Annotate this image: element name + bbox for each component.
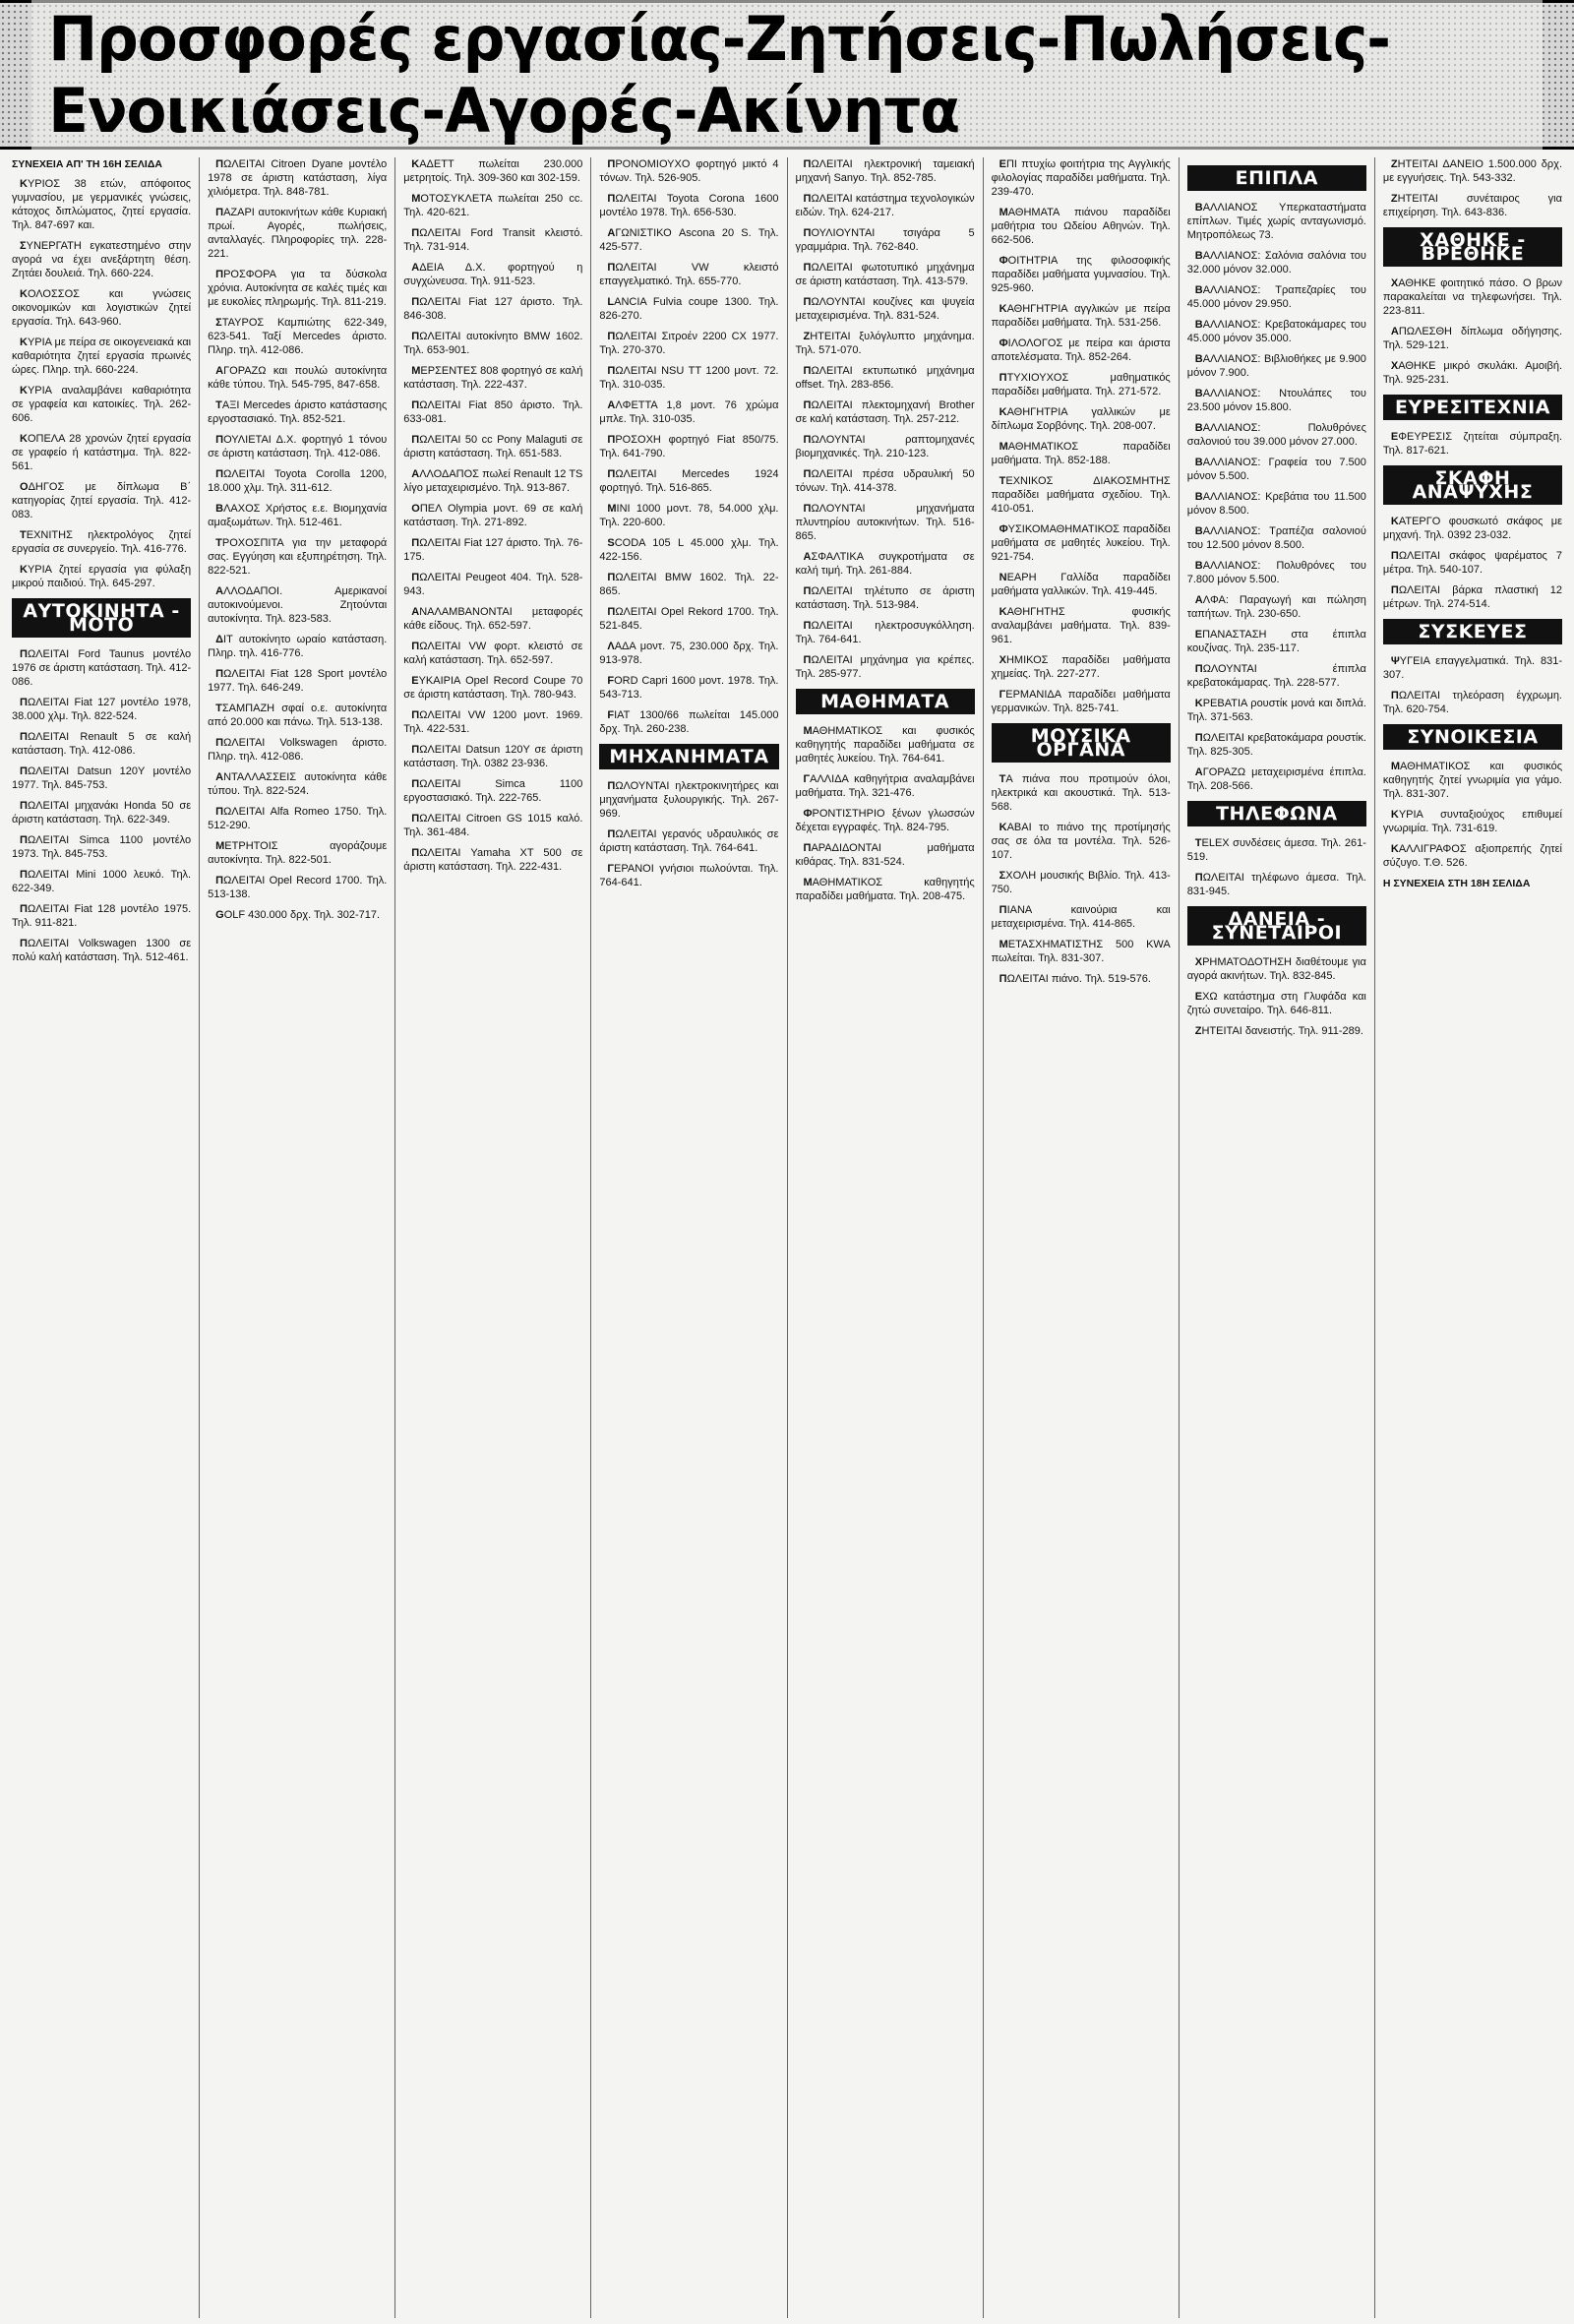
classified-ad: ΜΑΘΗΜΑΤΙΚΟΣ καθηγητής παραδίδει μαθήματα. Τηλ. 208-475.: [795, 877, 975, 902]
classified-ad: ΤΡΟΧΟΣΠΙΤΑ για την μεταφορά σας. Εγγύηση και εξυπηρέτηση. Τηλ. 822-521.: [208, 537, 388, 577]
classified-ad: ΠΩΛΕΙΤΑΙ μηχάνημα για κρέπες. Τηλ. 285-977.: [795, 654, 975, 680]
classified-ad: ΓΕΡΜΑΝΙΔΑ παραδίδει μαθήματα γερμανικών. Τηλ. 825-741.: [991, 689, 1171, 714]
classified-ad: ΠΩΛΕΙΤΑΙ BMW 1602. Τηλ. 22-865.: [599, 572, 779, 597]
classified-ad: ΜΑΘΗΜΑΤΑ πιάνου παραδίδει μαθήτρια του Ωδείου Αθηνών. Τηλ. 662-506.: [991, 207, 1171, 246]
classified-ad: ΕΦΕΥΡΕΣΙΣ ζητείται σύμπραξη. Τηλ. 817-621.: [1382, 431, 1562, 457]
classified-ad: ΠΩΛΕΙΤΑΙ κρεβατοκάμαρα ρουστίκ. Τηλ. 825-305.: [1186, 732, 1366, 758]
column-3: [395, 157, 591, 2318]
classified-ad: ΠΩΛΕΙΤΑΙ NSU TT 1200 μοντ. 72. Τηλ. 310-035.: [599, 365, 779, 391]
section-heading: ΣΚΑΦΗ ΑΝΑΨΥΧΗΣ: [1383, 465, 1562, 505]
column-1: [4, 157, 200, 2318]
classified-ad: ΠΩΛΕΙΤΑΙ Toyota Corona 1600 μοντέλο 1978. Τηλ. 656-530.: [599, 193, 779, 218]
classified-ad: ΒΛΑΧΟΣ Χρήστος ε.ε. Βιομηχανία αμαξωμάτων. Τηλ. 512-461.: [208, 503, 388, 528]
classified-ad: ΨΥΓΕΙΑ επαγγελματικά. Τηλ. 831-307.: [1382, 655, 1562, 681]
section-heading: ΔΑΝΕΙΑ - ΣΥΝΕΤΑΙΡΟΙ: [1187, 906, 1366, 946]
classified-ad: ΚΑΔΕΤΤ πωλείται 230.000 μετρητοίς. Τηλ. 309-360 και 302-159.: [403, 158, 583, 184]
classified-ad: ΜΕΡΣΕΝΤΕΣ 808 φορτηγό σε καλή κατάσταση. Τηλ. 222-437.: [403, 365, 583, 391]
classified-ad: ΧΡΗΜΑΤΟΔΟΤΗΣΗ διαθέτουμε για αγορά ακινήτων. Τηλ. 832-845.: [1186, 956, 1366, 982]
section-heading: ΑΥΤΟΚΙΝΗΤΑ - ΜΟΤΟ: [12, 598, 191, 638]
classified-ad: ΑΓΟΡΑΖΩ και πουλώ αυτοκίνητα κάθε τύπου. Τηλ. 545-795, 847-658.: [208, 365, 388, 391]
classified-ad: ΠΩΛΕΙΤΑΙ πλεκτομηχανή Brother σε καλή κατάσταση. Τηλ. 257-212.: [795, 399, 975, 425]
classified-ad: ΠΩΛΕΙΤΑΙ 50 cc Pony Malaguti σε άριστη κατάσταση. Τηλ. 651-583.: [403, 434, 583, 459]
classified-ad: ΠΩΛΕΙΤΑΙ Citroen Dyane μοντέλο 1978 σε άριστη κατάσταση, λίγα χιλιόμετρα. Τηλ. 848-781.: [208, 158, 388, 198]
classified-ad: ΣΤΑΥΡΟΣ Καμπιώτης 622-349, 623-541. Ταξί Mercedes άριστο. Πληρ. τηλ. 412-086.: [208, 317, 388, 356]
classified-ad: ΖΗΤΕΙΤΑΙ ΔΑΝΕΙΟ 1.500.000 δρχ. με εγγυήσεις. Τηλ. 543-332.: [1382, 158, 1562, 184]
classified-ad: ΠΩΛΟΥΝΤΑΙ ηλεκτροκινητήρες και μηχανήματα ξυλουργικής. Τηλ. 267-969.: [599, 780, 779, 820]
classified-ad: ΝΕΑΡΗ Γαλλίδα παραδίδει μαθήματα γαλλικών. Τηλ. 419-445.: [991, 572, 1171, 597]
classifieds-banner: [0, 0, 1574, 150]
classified-ad: ΜΑΘΗΜΑΤΙΚΟΣ παραδίδει μαθήματα. Τηλ. 852-188.: [991, 441, 1171, 466]
classified-ad: ΑΛΛΟΔΑΠΟΣ πωλεί Renault 12 TS λίγο μεταχειρισμένο. Τηλ. 913-867.: [403, 468, 583, 494]
classified-ad: ΖΗΤΕΙΤΑΙ ξυλόγλυπτο μηχάνημα. Τηλ. 571-070.: [795, 331, 975, 356]
classified-ad: ΑΓΟΡΑΖΩ μεταχειρισμένα έπιπλα. Τηλ. 208-566.: [1186, 766, 1366, 792]
section-heading: ΣΥΝΟΙΚΕΣΙΑ: [1383, 724, 1562, 750]
classified-ad: ΚΟΠΕΛΑ 28 χρονών ζητεί εργασία σε γραφείο ή κατάστημα. Τηλ. 822-561.: [12, 433, 192, 472]
classified-ad: ΚΥΡΙΟΣ 38 ετών, απόφοιτος γυμνασίου, με γερμανικές γνώσεις, κάτοχος διπλώματος, ζητεί εργασία. Τηλ. 847-697 και.: [12, 178, 192, 231]
classified-ad: ΒΑΛΛΙΑΝΟΣ: Βιβλιοθήκες με 9.900 μόνον 7.900.: [1186, 353, 1366, 379]
classified-ad: ΚΑΒΑΙ το πιάνο της προτίμησής σας σε όλα τα μοντέλα. Τηλ. 526-107.: [991, 822, 1171, 861]
classified-ad: ΑΝΤΑΛΛΑΣΣΕΙΣ αυτοκίνητα κάθε τύπου. Τηλ. 822-524.: [208, 771, 388, 797]
classified-ad: ΠΩΛΕΙΤΑΙ πιάνο. Τηλ. 519-576.: [999, 973, 1151, 985]
classified-ad: ΠΩΛΕΙΤΑΙ ηλεκτρονική ταμειακή μηχανή Sanyo. Τηλ. 852-785.: [795, 158, 975, 184]
classified-ad: ΠΩΛΟΥΝΤΑΙ μηχανήματα πλυντηρίου αυτοκινήτων. Τηλ. 516-865.: [795, 503, 975, 542]
classified-ad: ΧΗΜΙΚΟΣ παραδίδει μαθήματα χημείας. Τηλ. 227-277.: [991, 654, 1171, 680]
classified-ad: ΚΑΤΕΡΓΟ φουσκωτό σκάφος με μηχανή. Τηλ. 0392 23-032.: [1382, 516, 1562, 541]
classified-ad: ΒΑΛΛΙΑΝΟΣ: Ντουλάπες του 23.500 μόνον 15.800.: [1186, 388, 1366, 413]
classified-ad: ΑΝΑΛΑΜΒΑΝΟΝΤΑΙ μεταφορές κάθε είδους. Τηλ. 652-597.: [403, 606, 583, 632]
classified-ad: ΚΑΘΗΓΗΤΗΣ φυσικής αναλαμβάνει μαθήματα. Τηλ. 839-961.: [991, 606, 1171, 645]
classified-ad: ΕΥΚΑΙΡΙΑ Opel Record Coupe 70 σε άριστη κατάσταση. Τηλ. 780-943.: [403, 675, 583, 701]
classified-ad: ΒΑΛΛΙΑΝΟΣ: Τραπέζια σαλονιού του 12.500 μόνον 8.500.: [1186, 525, 1366, 551]
classified-ad: ΠΡΟΣΦΟΡΑ για τα δύσκολα χρόνια. Αυτοκίνητα σε καλές τιμές και με ευκολίες πληρωμής. Τηλ. 811-219.: [208, 269, 388, 308]
classified-ad: LANCIA Fulvia coupe 1300. Τηλ. 826-270.: [599, 296, 779, 322]
classified-ad: ΠΩΛΕΙΤΑΙ Datsun 120Υ μοντέλο 1977. Τηλ. 845-753.: [12, 765, 192, 791]
classified-ad: ΧΑΘΗΚΕ φοιτητικό πάσο. Ο βρων παρακαλείται να τηλεφωνήσει. Τηλ. 223-811.: [1382, 277, 1562, 317]
classified-ad: ΑΛΦΕΤΤΑ 1,8 μοντ. 76 χρώμα μπλε. Τηλ. 310-035.: [599, 399, 779, 425]
classified-ad: ΒΑΛΛΙΑΝΟΣ: Πολυθρόνες του 7.800 μόνον 5.500.: [1186, 560, 1366, 585]
classified-ad: ΖΗΤΕΙΤΑΙ δανειστής. Τηλ. 911-289.: [1194, 1025, 1363, 1037]
classified-ad: ΠΩΛΕΙΤΑΙ Mini 1000 λευκό. Τηλ. 622-349.: [12, 869, 192, 894]
classified-ad: ΠΩΛΕΙΤΑΙ αυτοκίνητο BMW 1602. Τηλ. 653-901.: [403, 331, 583, 356]
classified-ad: ΠΩΛΕΙΤΑΙ Renault 5 σε καλή κατάσταση. Τηλ. 412-086.: [12, 731, 192, 757]
classified-ad: ΟΠΕΛ Olympia μοντ. 69 σε καλή κατάσταση. Τηλ. 271-892.: [403, 503, 583, 528]
section-heading: ΤΗΛΕΦΩΝΑ: [1187, 801, 1366, 826]
classified-ad: ΒΑΛΛΙΑΝΟΣ: Πολυθρόνες σαλονιού του 39.000 μόνον 27.000.: [1186, 422, 1366, 448]
classified-ad: ΠΩΛΕΙΤΑΙ Toyota Corolla 1200, 18.000 χλμ. Τηλ. 311-612.: [208, 468, 388, 494]
classified-ad: ΒΑΛΛΙΑΝΟΣ: Γραφεία του 7.500 μόνον 5.500.: [1186, 457, 1366, 482]
classified-ad: ΦΟΙΤΗΤΡΙΑ της φιλοσοφικής παραδίδει μαθήματα γυμνασίου. Τηλ. 925-960.: [991, 255, 1171, 294]
classified-ad: ΒΑΛΛΙΑΝΟΣ: Σαλόνια σαλόνια του 32.000 μόνον 32.000.: [1186, 250, 1366, 275]
classified-ad: ΠΩΛΕΙΤΑΙ VW κλειστό επαγγελματικό. Τηλ. 655-770.: [599, 262, 779, 287]
classified-ad: ΚΥΡΙΑ συνταξιούχος επιθυμεί γνωριμία. Τηλ. 731-619.: [1382, 809, 1562, 834]
classified-ad: ΠΑΖΑΡΙ αυτοκινήτων κάθε Κυριακή πρωί. Αγορές, πωλήσεις, ανταλλαγές. Πληροφορίες τηλ. 228-221.: [208, 207, 388, 260]
classified-ad: ΚΑΘΗΓΗΤΡΙΑ αγγλικών με πείρα παραδίδει μαθήματα. Τηλ. 531-256.: [991, 303, 1171, 329]
section-heading: ΜΑΘΗΜΑΤΑ: [796, 689, 975, 714]
classified-ad: ΚΟΛΟΣΣΟΣ και γνώσεις οικονομικών και λογιστικών ζητεί εργασία. Τηλ. 643-960.: [12, 288, 192, 328]
section-heading: ΧΑΘΗΚΕ - ΒΡΕΘΗΚΕ: [1383, 227, 1562, 267]
classified-ad: ΠΩΛΕΙΤΑΙ Ford Transit κλειστό. Τηλ. 731-914.: [403, 227, 583, 253]
classified-ad: ΠΟΥΛΙΟΥΝΤΑΙ τσιγάρα 5 γραμμάρια. Τηλ. 762-840.: [795, 227, 975, 253]
classified-ad: ΠΡΟΝΟΜΙΟΥΧΟ φορτηγό μικτό 4 τόνων. Τηλ. 526-905.: [599, 158, 779, 184]
section-heading: ΕΥΡΕΣΙΤΕΧΝΙΑ: [1383, 395, 1562, 420]
classified-ad: ΒΑΛΛΙΑΝΟΣ: Κρεβατοκάμαρες του 45.000 μόνον 35.000.: [1186, 319, 1366, 344]
classified-ad: ΠΩΛΕΙΤΑΙ Σιτροέν 2200 CX 1977. Τηλ. 270-370.: [599, 331, 779, 356]
classified-ad: ΚΥΡΙΑ με πείρα σε οικογενειακά και καθαριότητα ζητεί εργασία πρωινές ώρες. Πληρ. τηλ. 660-224.: [12, 336, 192, 376]
classified-ad: ΤΑ πιάνα που προτιμούν όλοι, ηλεκτρικά και ακουστικά. Τηλ. 513-568.: [991, 773, 1171, 813]
classified-ad: ΧΑΘΗΚΕ μικρό σκυλάκι. Αμοιβή. Τηλ. 925-231.: [1382, 360, 1562, 386]
classified-ad: ΒΑΛΛΙΑΝΟΣ: Τραπεζαρίες του 45.000 μόνον 29.950.: [1186, 284, 1366, 310]
continuation-note: Η ΣΥΝΕΧΕΙΑ ΣΤΗ 18Η ΣΕΛΙΔΑ: [1382, 878, 1531, 889]
classified-ad: ΠΩΛΕΙΤΑΙ πρέσα υδραυλική 50 τόνων. Τηλ. 414-378.: [795, 468, 975, 494]
classified-ad: ΠΩΛΕΙΤΑΙ Fiat 128 Sport μοντέλο 1977. Τηλ. 646-249.: [208, 668, 388, 694]
classified-ad: ΚΡΕΒΑΤΙΑ ρουστίκ μονά και διπλά. Τηλ. 371-563.: [1186, 698, 1366, 723]
classified-ad: ΠΩΛΕΙΤΑΙ Fiat 127 άριστο. Τηλ. 76-175.: [403, 537, 583, 563]
classified-ad: ΠΩΛΕΙΤΑΙ Fiat 127 μοντέλο 1978, 38.000 χλμ. Τηλ. 822-524.: [12, 697, 192, 722]
classified-ad: ΠΩΛΕΙΤΑΙ τηλεόραση έγχρωμη. Τηλ. 620-754.: [1382, 690, 1562, 715]
column-8: [1375, 157, 1570, 2318]
classified-ad: ΜΑΘΗΜΑΤΙΚΟΣ και φυσικός καθηγητής ζητεί γνωριμία για γάμο. Τηλ. 831-307.: [1382, 761, 1562, 800]
classified-ad: ΠΤΥΧΙΟΥΧΟΣ μαθηματικός παραδίδει μαθήματα. Τηλ. 271-572.: [991, 372, 1171, 398]
classified-columns: [4, 157, 1570, 2318]
classified-ad: ΦΡΟΝΤΙΣΤΗΡΙΟ ξένων γλωσσών δέχεται εγγραφές. Τηλ. 824-795.: [795, 808, 975, 833]
classified-ad: ΠΩΛΕΙΤΑΙ ηλεκτροσυγκόλληση. Τηλ. 764-641.: [795, 620, 975, 645]
column-4: [591, 157, 787, 2318]
classified-ad: ΠΩΛΕΙΤΑΙ Yamaha ΧΤ 500 σε άριστη κατάσταση. Τηλ. 222-431.: [403, 847, 583, 873]
classified-ad: ΚΥΡΙΑ ζητεί εργασία για φύλαξη μικρού παιδιού. Τηλ. 645-297.: [12, 564, 192, 589]
classified-ad: ΠΩΛΕΙΤΑΙ τηλέφωνο άμεσα. Τηλ. 831-945.: [1186, 872, 1366, 897]
classified-ad: ΠΩΛΕΙΤΑΙ VW φορτ. κλειστό σε καλή κατάσταση. Τηλ. 652-597.: [403, 641, 583, 666]
classified-ad: ΠΩΛΟΥΝΤΑΙ έπιπλα κρεβατοκάμαρας. Τηλ. 228-577.: [1186, 663, 1366, 689]
classified-ad: ΠΑΡΑΔΙΔΟΝΤΑΙ μαθήματα κιθάρας. Τηλ. 831-524.: [795, 842, 975, 868]
section-heading: ΜΟΥΣΙΚΑ ΟΡΓΑΝΑ: [992, 723, 1171, 763]
classified-ad: ΕΠΑΝΑΣΤΑΣΗ στα έπιπλα κουζίνας. Τηλ. 235-117.: [1186, 629, 1366, 654]
classified-ad: ΕΠΙ πτυχίω φοιτήτρια της Αγγλικής φιλολογίας παραδίδει μαθήματα. Τηλ. 239-470.: [991, 158, 1171, 198]
section-heading: ΕΠΙΠΛΑ: [1187, 165, 1366, 191]
continuation-note: ΣΥΝΕΧΕΙΑ ΑΠ' ΤΗ 16Η ΣΕΛΙΔΑ: [12, 158, 162, 170]
classified-ad: ΕΧΩ κατάστημα στη Γλυφάδα και ζητώ συνεταίρο. Τηλ. 646-811.: [1186, 991, 1366, 1016]
banner-title: Προσφορές εργασίας-Ζητήσεις-Πωλήσεις-Ενοικιάσεις-Αγορές-Ακίνητα: [31, 0, 1543, 151]
classified-ad: ΚΥΡΙΑ αναλαμβάνει καθαριότητα σε γραφεία και κατοικίες. Τηλ. 262-606.: [12, 385, 192, 424]
classified-ad: ΠΩΛΕΙΤΑΙ Citroen GS 1015 καλό. Τηλ. 361-484.: [403, 813, 583, 838]
classified-ad: MINI 1000 μοντ. 78, 54.000 χλμ. Τηλ. 220-600.: [599, 503, 779, 528]
classified-ad: ΠΩΛΕΙΤΑΙ βάρκα πλαστική 12 μέτρων. Τηλ. 274-514.: [1382, 584, 1562, 610]
classified-ad: ΠΩΛΕΙΤΑΙ Alfa Romeo 1750. Τηλ. 512-290.: [208, 806, 388, 831]
classified-ad: ΤΣΑΜΠΑΖΗ σφαί ο.ε. αυτοκίνητα από 20.000 και πάνω. Τηλ. 513-138.: [208, 703, 388, 728]
classified-ad: ΦΥΣΙΚΟΜΑΘΗΜΑΤΙΚΟΣ παραδίδει μαθήματα σε μαθητές λυκείου. Τηλ. 921-754.: [991, 523, 1171, 563]
classified-ad: ΒΑΛΛΙΑΝΟΣ: Κρεβάτια του 11.500 μόνον 8.500.: [1186, 491, 1366, 517]
classified-ad: ΣΥΝΕΡΓΑΤΗ εγκατεστημένο στην αγορά να έχει ανεξάρτητη θέση. Ζητάει δουλειά. Τηλ. 660-224.: [12, 240, 192, 279]
classified-ad: ΠΩΛΕΙΤΑΙ Peugeot 404. Τηλ. 528-943.: [403, 572, 583, 597]
classified-ad: ΓΕΡΑΝΟΙ γνήσιοι πωλούνται. Τηλ. 764-641.: [599, 863, 779, 888]
classified-ad: TELEX συνδέσεις άμεσα. Τηλ. 261-519.: [1186, 837, 1366, 863]
column-7: [1180, 157, 1375, 2318]
section-heading: ΣΥΣΚΕΥΕΣ: [1383, 619, 1562, 644]
classified-ad: FIAT 1300/66 πωλείται 145.000 δρχ. Τηλ. 260-238.: [599, 709, 779, 735]
column-6: [984, 157, 1180, 2318]
section-heading: ΜΗΧΑΝΗΜΑΤΑ: [599, 744, 778, 769]
classified-ad: ΠΩΛΕΙΤΑΙ Fiat 128 μοντέλο 1975. Τηλ. 911-821.: [12, 903, 192, 929]
classified-ad: ΠΩΛΕΙΤΑΙ Volkswagen 1300 σε πολύ καλή κατάσταση. Τηλ. 512-461.: [12, 938, 192, 963]
classified-ad: ΠΩΛΕΙΤΑΙ Fiat 127 άριστο. Τηλ. 846-308.: [403, 296, 583, 322]
classified-ad: ΠΩΛΕΙΤΑΙ Opel Record 1700. Τηλ. 513-138.: [208, 875, 388, 900]
classified-ad: ΔΙΤ αυτοκίνητο ωραίο κατάσταση. Πληρ. τηλ. 416-776.: [208, 634, 388, 659]
classified-ad: ΠΟΥΛΙΕΤΑΙ Δ.Χ. φορτηγό 1 τόνου σε άριστη κατάσταση. Τηλ. 412-086.: [208, 434, 388, 459]
classified-ad: ΑΠΩΛΕΣΘΗ δίπλωμα οδήγησης. Τηλ. 529-121.: [1382, 326, 1562, 351]
classified-ad: ΠΩΛΕΙΤΑΙ γερανός υδραυλικός σε άριστη κατάσταση. Τηλ. 764-641.: [599, 828, 779, 854]
classified-ad: ΜΕΤΡΗΤΟΙΣ αγοράζουμε αυτοκίνητα. Τηλ. 822-501.: [208, 840, 388, 866]
classified-ad: ΖΗΤΕΙΤΑΙ συνέταιρος για επιχείρηση. Τηλ. 643-836.: [1382, 193, 1562, 218]
classified-ad: ΠΩΛΕΙΤΑΙ Simca 1100 εργοστασιακό. Τηλ. 222-765.: [403, 778, 583, 804]
classified-ad: ΑΓΩΝΙΣΤΙΚΟ Ascona 20 S. Τηλ. 425-577.: [599, 227, 779, 253]
classified-ad: ΠΩΛΕΙΤΑΙ τηλέτυπο σε άριστη κατάσταση. Τηλ. 513-984.: [795, 585, 975, 611]
classified-ad: ΠΩΛΕΙΤΑΙ κατάστημα τεχνολογικών ειδών. Τηλ. 624-217.: [795, 193, 975, 218]
classified-ad: ΠΩΛΕΙΤΑΙ Opel Rekord 1700. Τηλ. 521-845.: [599, 606, 779, 632]
classified-ad: ΠΩΛΕΙΤΑΙ εκτυπωτικό μηχάνημα offset. Τηλ. 283-856.: [795, 365, 975, 391]
classified-ad: ΜΑΘΗΜΑΤΙΚΟΣ και φυσικός καθηγητής παραδίδει μαθήματα σε μαθητές λυκείου. Τηλ. 764-641.: [795, 725, 975, 764]
classified-ad: ΠΩΛΕΙΤΑΙ Ford Taunus μοντέλο 1976 σε άριστη κατάσταση. Τηλ. 412-086.: [12, 648, 192, 688]
classified-ad: ΠΩΛΟΥΝΤΑΙ ραπτομηχανές βιομηχανικές. Τηλ. 210-123.: [795, 434, 975, 459]
classified-ad: ΠΩΛΕΙΤΑΙ σκάφος ψαρέματος 7 μέτρα. Τηλ. 540-107.: [1382, 550, 1562, 576]
classified-ad: ΠΩΛΕΙΤΑΙ Volkswagen άριστο. Πληρ. τηλ. 412-086.: [208, 737, 388, 763]
classified-ad: GOLF 430.000 δρχ. Τηλ. 302-717.: [215, 909, 381, 921]
column-2: [200, 157, 395, 2318]
classified-ad: ΠΩΛΟΥΝΤΑΙ κουζίνες και ψυγεία μεταχειρισμένα. Τηλ. 831-524.: [795, 296, 975, 322]
classified-ad: ΠΩΛΕΙΤΑΙ Datsun 120Υ σε άριστη κατάσταση. Τηλ. 0382 23-936.: [403, 744, 583, 769]
classified-ad: ΛΑΔΑ μοντ. 75, 230.000 δρχ. Τηλ. 913-978.: [599, 641, 779, 666]
classified-ad: ΚΑΛΛΙΓΡΑΦΟΣ αξιοπρεπής ζητεί σύζυγο. Τ.Θ. 526.: [1382, 843, 1562, 869]
classified-ad: FORD Capri 1600 μοντ. 1978. Τηλ. 543-713.: [599, 675, 779, 701]
classified-ad: ΑΣΦΑΛΤΙΚΑ συγκροτήματα σε καλή τιμή. Τηλ. 261-884.: [795, 551, 975, 577]
classified-ad: ΦΙΛΟΛΟΓΟΣ με πείρα και άριστα αποτελέσματα. Τηλ. 852-264.: [991, 337, 1171, 363]
classified-ad: ΟΔΗΓΟΣ με δίπλωμα Β΄ κατηγορίας ζητεί εργασία. Τηλ. 412-083.: [12, 481, 192, 520]
classified-ad: SCODA 105 L 45.000 χλμ. Τηλ. 422-156.: [599, 537, 779, 563]
classified-ad: ΒΑΛΛΙΑΝΟΣ Υπερκαταστήματα επίπλων. Τιμές χωρίς ανταγωνισμό. Μητροπόλεως 73.: [1186, 202, 1366, 241]
classified-ad: ΠΩΛΕΙΤΑΙ Fiat 850 άριστο. Τηλ. 633-081.: [403, 399, 583, 425]
classified-ad: ΤΕΧΝΙΚΟΣ ΔΙΑΚΟΣΜΗΤΗΣ παραδίδει μαθήματα σχεδίου. Τηλ. 410-051.: [991, 475, 1171, 515]
classified-ad: ΑΛΦΑ: Παραγωγή και πώληση ταπήτων. Τηλ. 230-650.: [1186, 594, 1366, 620]
classified-ad: ΠΩΛΕΙΤΑΙ μηχανάκι Honda 50 σε άριστη κατάσταση. Τηλ. 622-349.: [12, 800, 192, 826]
classified-ad: ΜΟΤΟΣΥΚΛΕΤΑ πωλείται 250 cc. Τηλ. 420-621.: [403, 193, 583, 218]
classified-ad: ΑΛΛΟΔΑΠΟΙ. Αμερικανοί αυτοκινούμενοι. Ζητούνται αυτοκίνητα. Τηλ. 823-583.: [208, 585, 388, 625]
column-5: [788, 157, 984, 2318]
classified-ad: ΤΑΞΙ Mercedes άριστο κατάστασης εργοστασιακό. Τηλ. 852-521.: [208, 399, 388, 425]
classified-ad: ΚΑΘΗΓΗΤΡΙΑ γαλλικών με δίπλωμα Σορβόνης. Τηλ. 208-007.: [991, 406, 1171, 432]
classified-ad: ΠΙΑΝΑ καινούρια και μεταχειρισμένα. Τηλ. 414-865.: [991, 904, 1171, 930]
classified-ad: ΜΕΤΑΣΧΗΜΑΤΙΣΤΗΣ 500 KWA πωλείται. Τηλ. 831-307.: [991, 939, 1171, 964]
classified-ad: ΓΑΛΛΙΔΑ καθηγήτρια αναλαμβάνει μαθήματα. Τηλ. 321-476.: [795, 773, 975, 799]
classified-ad: ΣΧΟΛΗ μουσικής Βιβλίο. Τηλ. 413-750.: [991, 870, 1171, 895]
classified-ad: ΠΩΛΕΙΤΑΙ φωτοτυπικό μηχάνημα σε άριστη κατάσταση. Τηλ. 413-579.: [795, 262, 975, 287]
classified-ad: ΑΔΕΙΑ Δ.Χ. φορτηγού η συγχώνευσα. Τηλ. 911-523.: [403, 262, 583, 287]
classified-ad: ΠΩΛΕΙΤΑΙ Simca 1100 μοντέλο 1973. Τηλ. 845-753.: [12, 834, 192, 860]
classified-ad: ΠΩΛΕΙΤΑΙ VW 1200 μοντ. 1969. Τηλ. 422-531.: [403, 709, 583, 735]
classified-ad: ΠΩΛΕΙΤΑΙ Mercedes 1924 φορτηγό. Τηλ. 516-865.: [599, 468, 779, 494]
classified-ad: ΤΕΧΝΙΤΗΣ ηλεκτρολόγος ζητεί εργασία σε συνεργείο. Τηλ. 416-776.: [12, 529, 192, 555]
classified-ad: ΠΡΟΣΟΧΗ φορτηγό Fiat 850/75. Τηλ. 641-790.: [599, 434, 779, 459]
